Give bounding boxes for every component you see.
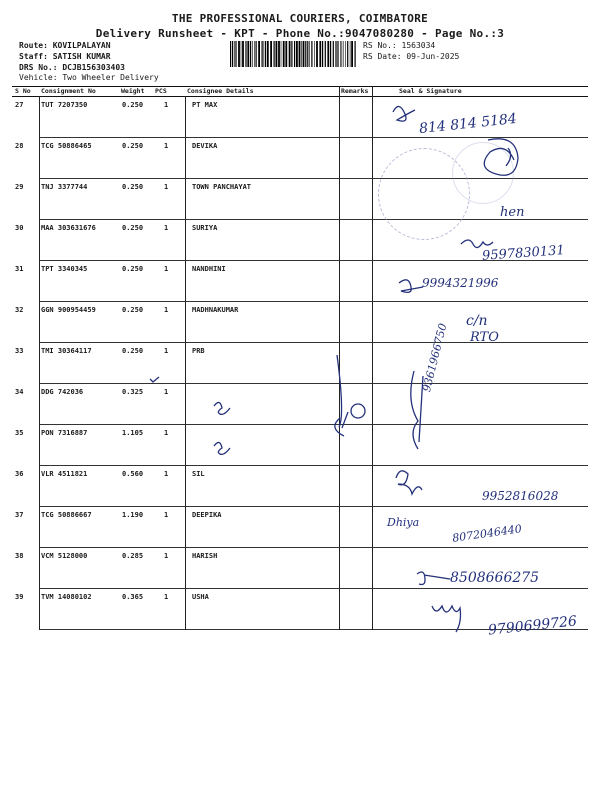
cell-consignment: TMI 30364117	[41, 347, 92, 355]
sig-37-phone: 8072046440	[451, 522, 523, 545]
cell-weight: 1.105	[122, 429, 144, 437]
rs-date: RS Date: 09-Jun-2025	[363, 52, 460, 61]
cell-weight: 0.285	[122, 552, 144, 560]
initial-34	[214, 402, 230, 414]
sig-39-phone: 9790699726	[487, 613, 578, 639]
cell-weight: 0.250	[122, 347, 144, 355]
cell-consignee: MADHNAKUMAR	[192, 306, 239, 314]
cell-weight: 0.250	[122, 142, 144, 150]
cell-weight: 0.325	[122, 388, 144, 396]
cell-consignment: TCG 50886465	[41, 142, 92, 150]
cell-weight: 1.190	[122, 511, 144, 519]
cell-weight: 0.250	[122, 101, 144, 109]
cell-weight: 0.560	[122, 470, 144, 478]
cell-consignee: DEEPIKA	[192, 511, 222, 519]
sig-scribble-31	[399, 280, 423, 293]
rs-number: RS No.: 1563034	[363, 41, 436, 50]
cell-pcs: 1	[164, 265, 169, 273]
route-label: Route: KOVILPALAYAN	[19, 41, 111, 50]
cell-pcs: 1	[164, 552, 169, 560]
sig-27-phone: 814 814 5184	[418, 110, 518, 138]
cell-consignee: DEVIKA	[192, 142, 218, 150]
col-pcs: PCS	[155, 87, 167, 95]
cell-consignee: SURIYA	[192, 224, 218, 232]
cell-consignment: VCM 5128000	[41, 552, 88, 560]
cell-pcs: 1	[164, 347, 169, 355]
cell-sno: 31	[15, 265, 24, 273]
cell-consignee: USHA	[192, 593, 209, 601]
cell-consignment: TVM 14080102	[41, 593, 92, 601]
cell-pcs: 1	[164, 429, 169, 437]
initial-35	[214, 442, 230, 454]
sig-30-phone: 9597830131	[481, 243, 566, 264]
sig-scribble-36	[396, 471, 422, 494]
check-tick-33	[150, 377, 159, 382]
cell-consignment: DDG 742036	[41, 388, 84, 396]
cell-pcs: 1	[164, 593, 169, 601]
cell-weight: 0.250	[122, 306, 144, 314]
cell-pcs: 1	[164, 101, 169, 109]
col-weight: Weight	[121, 87, 145, 95]
cell-sno: 32	[15, 306, 24, 314]
sig-31-phone: 9994321996	[422, 276, 499, 290]
cell-pcs: 1	[164, 224, 169, 232]
runsheet-subtitle: Delivery Runsheet - KPT - Phone No.:9047080280 - Page No.:3	[95, 27, 505, 40]
sig-29-text: hen	[500, 205, 525, 220]
cell-consignee: HARISH	[192, 552, 218, 560]
cell-pcs: 1	[164, 142, 169, 150]
cell-pcs: 1	[164, 511, 169, 519]
cell-pcs: 1	[164, 388, 169, 396]
cell-pcs: 1	[164, 306, 169, 314]
cell-pcs: 1	[164, 183, 169, 191]
cell-sno: 34	[15, 388, 24, 396]
cell-sno: 30	[15, 224, 24, 232]
cell-consignment: VLR 4511821	[41, 470, 88, 478]
cell-consignee: PT MAX	[192, 101, 218, 109]
sig-scribble-30	[461, 240, 493, 248]
col-seal-signature: Seal & Signature	[399, 87, 462, 95]
sig-37-name: Dhiya	[387, 516, 420, 529]
cell-consignee: TOWN PANCHAYAT	[192, 183, 252, 191]
col-remarks: Remarks	[341, 87, 369, 95]
cell-consignment: PON 7316887	[41, 429, 88, 437]
col-sno: S No	[15, 87, 31, 95]
remark-circle-34	[351, 404, 365, 418]
sig-36-phone: 9952816028	[482, 489, 559, 503]
cell-weight: 0.250	[122, 224, 144, 232]
cell-sno: 39	[15, 593, 24, 601]
cell-sno: 29	[15, 183, 24, 191]
cell-consignment: GGN 900954459	[41, 306, 96, 314]
sig-scribble-39	[432, 606, 461, 632]
cell-pcs: 1	[164, 470, 169, 478]
sig-32-note-2: RTO	[470, 330, 499, 345]
cell-consignee: PRB	[192, 347, 205, 355]
cell-sno: 33	[15, 347, 24, 355]
staff-label: Staff: SATISH KUMAR	[19, 52, 111, 61]
cell-consignment: TUT 7207350	[41, 101, 88, 109]
sig-scribble-38	[417, 572, 450, 585]
sig-scribble-27	[393, 106, 415, 121]
cell-sno: 27	[15, 101, 24, 109]
company-title: THE PROFESSIONAL COURIERS, COIMBATORE	[171, 12, 429, 25]
cell-sno: 38	[15, 552, 24, 560]
cell-consignment: TPT 3340345	[41, 265, 88, 273]
cell-weight: 0.250	[122, 265, 144, 273]
sig-32-note: c/n	[466, 313, 488, 329]
sig-33-phone: 9361966750	[420, 322, 450, 394]
cell-consignment: TCG 50886667	[41, 511, 92, 519]
remark-mark-34	[335, 355, 348, 436]
vehicle-label: Vehicle: Two Wheeler Delivery	[19, 73, 159, 82]
cell-weight: 0.250	[122, 183, 144, 191]
cell-sno: 28	[15, 142, 24, 150]
cell-consignment: TNJ 3377744	[41, 183, 88, 191]
cell-consignee: SIL	[192, 470, 205, 478]
sig-scribble-28	[484, 139, 518, 175]
sig-38-phone: 8508666275	[450, 570, 540, 586]
col-consignee: Consignee Details	[187, 87, 254, 95]
cell-sno: 35	[15, 429, 24, 437]
cell-sno: 37	[15, 511, 24, 519]
cell-consignment: MAA 303631676	[41, 224, 96, 232]
drs-number: DRS No.: DCJB156303403	[19, 63, 125, 72]
cell-consignee: NANDHINI	[192, 265, 226, 273]
cell-weight: 0.365	[122, 593, 144, 601]
cell-sno: 36	[15, 470, 24, 478]
col-consignment: Consignment No	[41, 87, 96, 95]
